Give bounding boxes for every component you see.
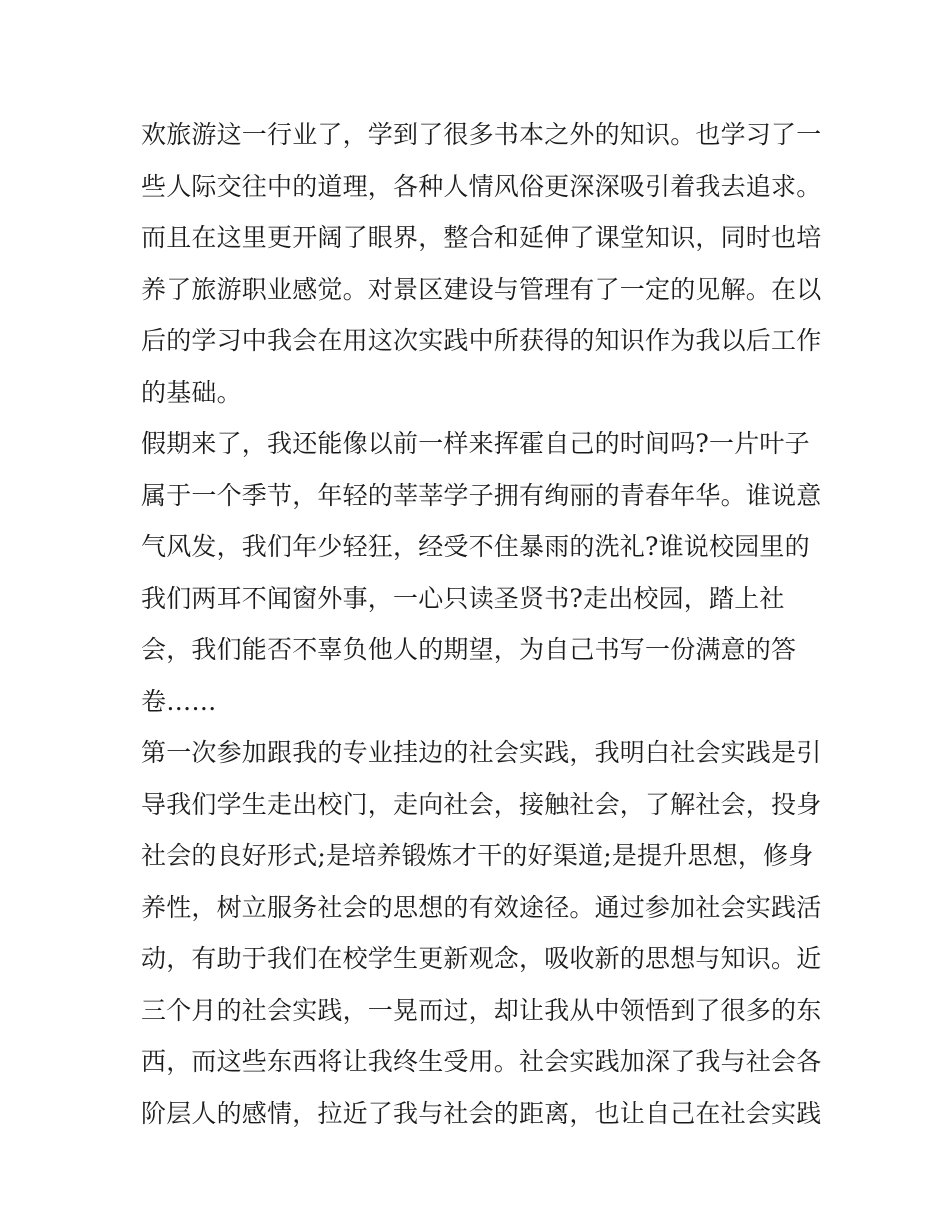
body-text <box>141 109 821 1139</box>
text-line: 动，有助于我们在校学生更新观念，吸收新的思想与知识。近 <box>141 944 822 973</box>
text-line: 欢旅游这一行业了，学到了很多书本之外的知识。也学习了一 <box>141 120 822 149</box>
text-line: 阶层人的感情，拉近了我与社会的距离，也让自己在社会实践 <box>141 1098 822 1128</box>
text-line: 西，而这些东西将让我终生受用。社会实践加深了我与社会各 <box>141 1047 822 1076</box>
text-line: 的基础。 <box>141 377 242 407</box>
text-line: 属于一个季节，年轻的莘莘学子拥有绚丽的青春年华。谁说意 <box>141 480 822 510</box>
text-line: 后的学习中我会在用这次实践中所获得的知识作为我以后工作 <box>141 326 822 355</box>
text-line: 而且在这里更开阔了眼界，整合和延伸了课堂知识，同时也培 <box>141 223 822 252</box>
text-line: 第一次参加跟我的专业挂边的社会实践，我明白社会实践是引 <box>141 738 822 767</box>
text-line: 些人际交往中的道理，各种人情风俗更深深吸引着我去追求。 <box>141 171 822 201</box>
text-line: 养性，树立服务社会的思想的有效途径。通过参加社会实践活 <box>141 892 822 922</box>
text-line: 导我们学生走出校门，走向社会，接触社会，了解社会，投身 <box>141 789 822 819</box>
text-line: 卷…… <box>141 686 217 716</box>
text-line: 养了旅游职业感觉。对景区建设与管理有了一定的见解。在以 <box>141 274 822 304</box>
text-line: 我们两耳不闻窗外事，一心只读圣贤书?走出校园，踏上社 <box>141 583 785 613</box>
text-line: 三个月的社会实践，一晃而过，却让我从中领悟到了很多的东 <box>141 995 822 1025</box>
text-line: 社会的良好形式;是培养锻炼才干的好渠道;是提升思想，修身 <box>141 841 814 870</box>
text-line: 会，我们能否不辜负他人的期望，为自己书写一份满意的答 <box>141 635 797 664</box>
text-line: 假期来了，我还能像以前一样来挥霍自己的时间吗?一片叶子 <box>141 429 810 458</box>
text-line: 气风发，我们年少轻狂，经受不住暴雨的洗礼?谁说校园里的 <box>141 532 810 561</box>
